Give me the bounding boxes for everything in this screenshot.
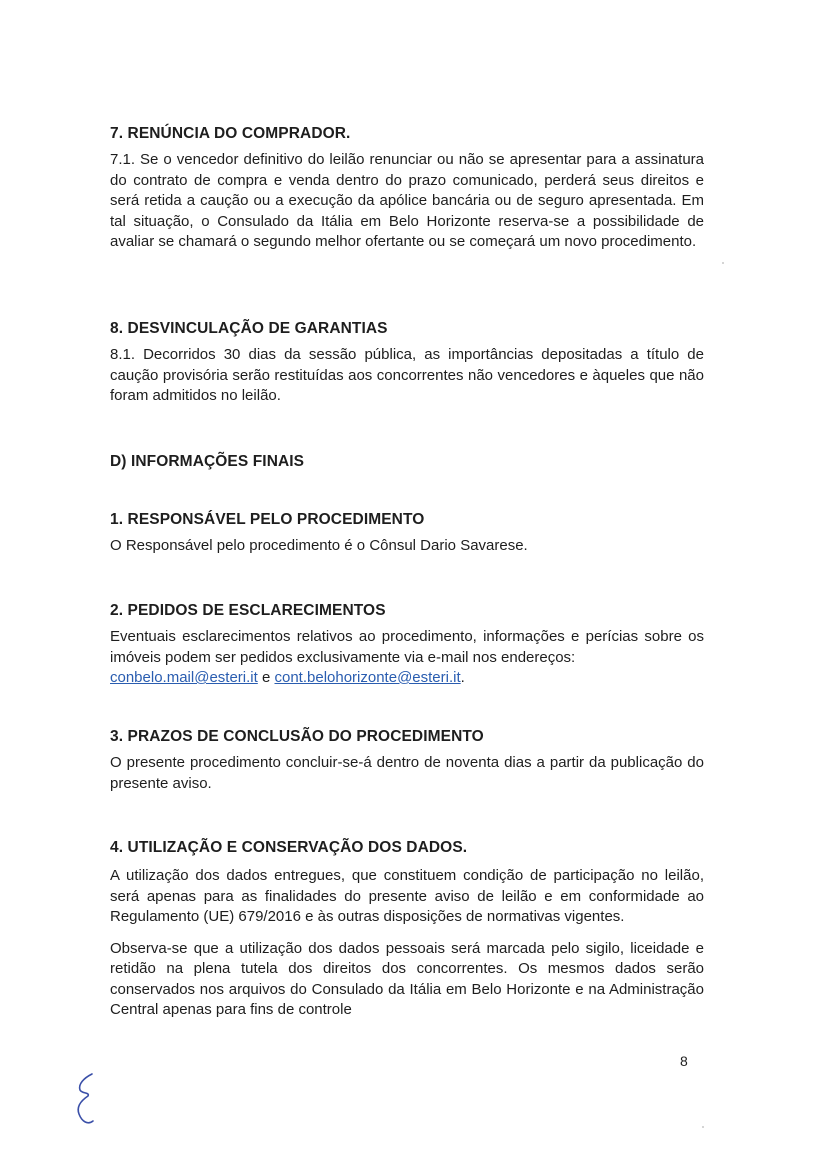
email-link-belohorizonte[interactable]: cont.belohorizonte@esteri.it xyxy=(274,669,461,686)
section-d xyxy=(110,452,704,472)
section-7-paragraph: 7.1. Se o vencedor definitivo do leilão renunciar ou não se apresentar para a assinatura do contrato de compra e venda dentro do prazo comunicado, perderá seus direitos e será retida a caução ou a execução da apólice bancária ou de seguro apresentada. Em tal situação, o Consulado da Itália em Belo Horizonte reserva-se a possibilidade de avaliar se chamará o segundo melhor ofertante ou se começará um novo procedimento. xyxy=(110,151,704,250)
section-d-heading: D) INFORMAÇÕES FINAIS xyxy=(110,453,305,470)
section-d1-heading: 1. RESPONSÁVEL PELO PROCEDIMENTO xyxy=(110,511,425,528)
page-number: 8 xyxy=(680,1053,688,1069)
section-d1-paragraph: O Responsável pelo procedimento é o Cônsul Dario Savarese. xyxy=(110,537,528,554)
email-link-conbelo[interactable]: conbelo.mail@esteri.it xyxy=(110,669,258,686)
scan-speck xyxy=(702,1126,704,1128)
section-7-heading: 7. RENÚNCIA DO COMPRADOR. xyxy=(110,125,351,142)
section-8-heading: 8. DESVINCULAÇÃO DE GARANTIAS xyxy=(110,320,388,337)
section-8-paragraph: 8.1. Decorridos 30 dias da sessão pública, as importâncias depositadas a título de caução provisória serão restituídas aos concorrentes não vencedores e àqueles que não foram admitidos no leilão. xyxy=(110,346,704,404)
section-d4 xyxy=(110,838,704,1021)
section-d3-paragraph: O presente procedimento concluir-se-á dentro de noventa dias a partir da publicação do presente aviso. xyxy=(110,754,704,792)
section-d4-paragraph-2: Observa-se que a utilização dos dados pessoais será marcada pelo sigilo, liceidade e retidão na plena tutela dos direitos dos concorrentes. Os mesmos dados serão conservados nos arquivos do Consulado da Itália em Belo Horizonte e na Administração Central apenas para fins de controle xyxy=(110,939,704,1018)
section-d4-heading: 4. UTILIZAÇÃO E CONSERVAÇÃO DOS DADOS. xyxy=(110,839,468,856)
section-d3 xyxy=(110,727,704,794)
section-d3-heading: 3. PRAZOS DE CONCLUSÃO DO PROCEDIMENTO xyxy=(110,728,484,745)
section-7 xyxy=(110,124,704,253)
section-d2-emails xyxy=(110,668,704,689)
section-d4-paragraph-1: A utilização dos dados entregues, que constituem condição de participação no leilão, será apenas para as finalidades do presente aviso de leilão e em conformidade ao Regulamento (UE) 679/2016 e às outras disposições de normativas vigentes. xyxy=(110,867,704,925)
section-d2 xyxy=(110,601,704,689)
scan-speck xyxy=(722,262,724,264)
section-8 xyxy=(110,319,704,407)
section-d2-heading: 2. PEDIDOS DE ESCLARECIMENTOS xyxy=(110,602,386,619)
email-conjunction: e xyxy=(257,669,275,686)
email-end-period: . xyxy=(460,669,465,686)
section-d2-paragraph: Eventuais esclarecimentos relativos ao procedimento, informações e perícias sobre os imóveis podem ser pedidos exclusivamente via e-mail nos endereços: xyxy=(110,628,704,666)
section-d1 xyxy=(110,510,704,557)
handwritten-initial-mark xyxy=(70,1070,110,1130)
